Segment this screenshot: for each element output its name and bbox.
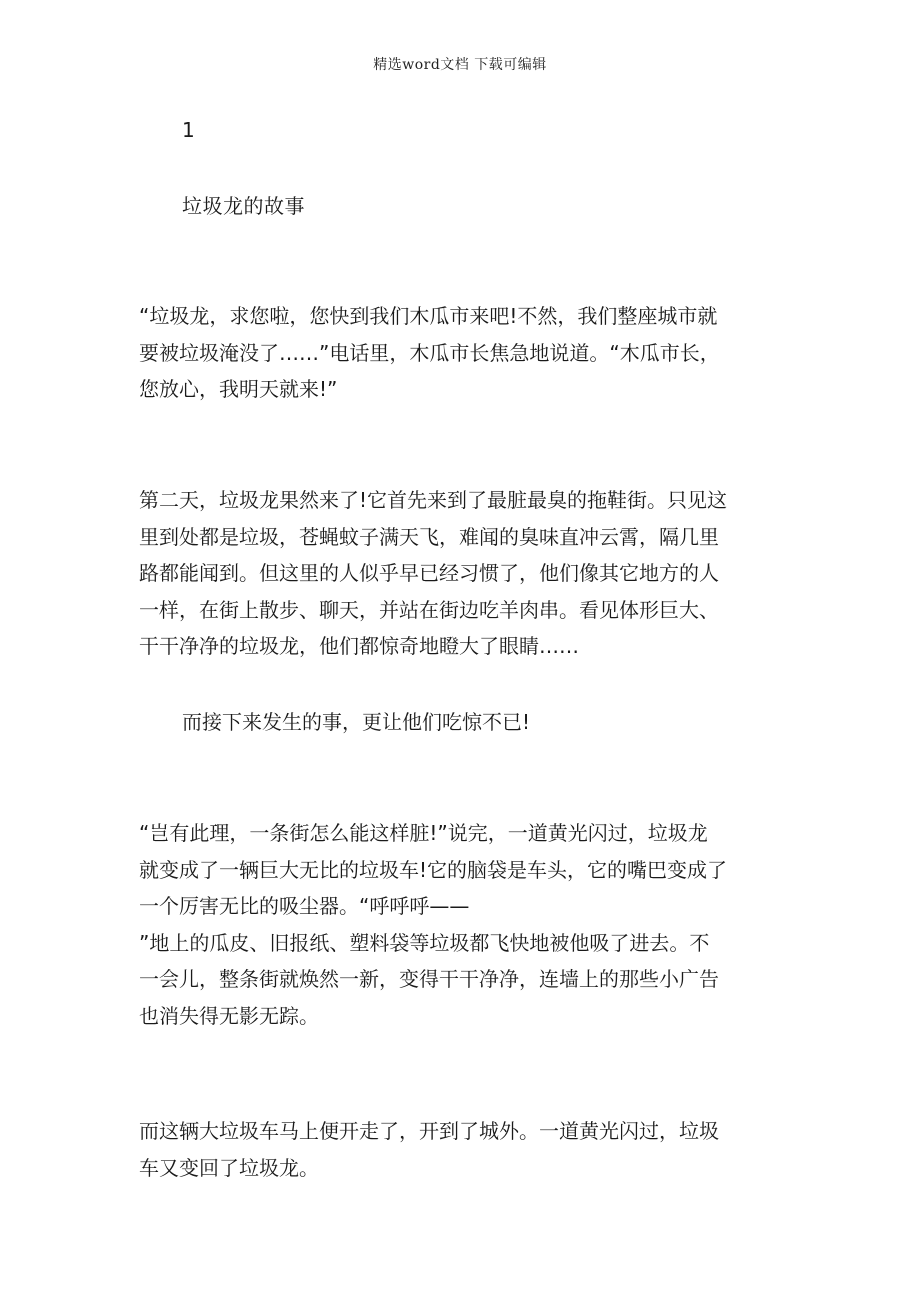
document-title: 垃圾龙的故事 <box>182 194 305 218</box>
text-line: 而这辆大垃圾车马上便开走了，开到了城外。一道黄光闪过，垃圾 <box>139 1119 719 1143</box>
text-line: 一会儿，整条街就焕然一新，变得干干净净，连墙上的那些小广告 <box>139 967 719 991</box>
text-line: ”地上的瓜皮、旧报纸、塑料袋等垃圾都飞快地被他吸了进去。不 <box>139 930 710 955</box>
text-line: 您放心，我明天就来!” <box>139 377 338 401</box>
text-line: 车又变回了垃圾龙。 <box>139 1155 319 1180</box>
text-line: 里到处都是垃圾，苍蝇蚊子满天飞，难闻的臭味直冲云霄，隔几里 <box>139 524 719 549</box>
page-header: 精选word文档 下载可编辑 <box>373 57 547 73</box>
text-line: 干干净净的垃圾龙，他们都惊奇地瞪大了眼睛…… <box>139 634 579 658</box>
paragraph-3 <box>182 704 822 741</box>
text-line: “垃圾龙，求您啦，您快到我们木瓜市来吧!不然，我们整座城市就 <box>139 304 718 328</box>
text-line: 就变成了一辆巨大无比的垃圾车!它的脑袋是车头，它的嘴巴变成了 <box>139 857 728 882</box>
paragraph-2 <box>139 482 779 665</box>
page-number: 1 <box>182 118 195 142</box>
text-line: 第二天，垃圾龙果然来了!它首先来到了最脏最臭的拖鞋街。只见这 <box>139 488 728 512</box>
text-line: 一个厉害无比的吸尘器。“呼呼呼—— <box>139 894 470 918</box>
text-line: 要被垃圾淹没了……”电话里，木瓜市长焦急地说道。“木瓜市长， <box>139 340 720 365</box>
text-line: 而接下来发生的事，更让他们吃惊不已! <box>182 710 531 734</box>
text-line: “岂有此理，一条街怎么能这样脏!”说完，一道黄光闪过，垃圾龙 <box>139 821 708 845</box>
text-line: 也消失得无影无踪。 <box>139 1003 319 1028</box>
paragraph-5 <box>139 1113 779 1186</box>
text-line: 一样，在街上散步、聊天，并站在街边吃羊肉串。看见体形巨大、 <box>139 597 719 622</box>
paragraph-4 <box>139 815 779 1034</box>
text-line: 路都能闻到。但这里的人似乎早已经习惯了，他们像其它地方的人 <box>139 561 719 585</box>
paragraph-1 <box>139 298 779 408</box>
